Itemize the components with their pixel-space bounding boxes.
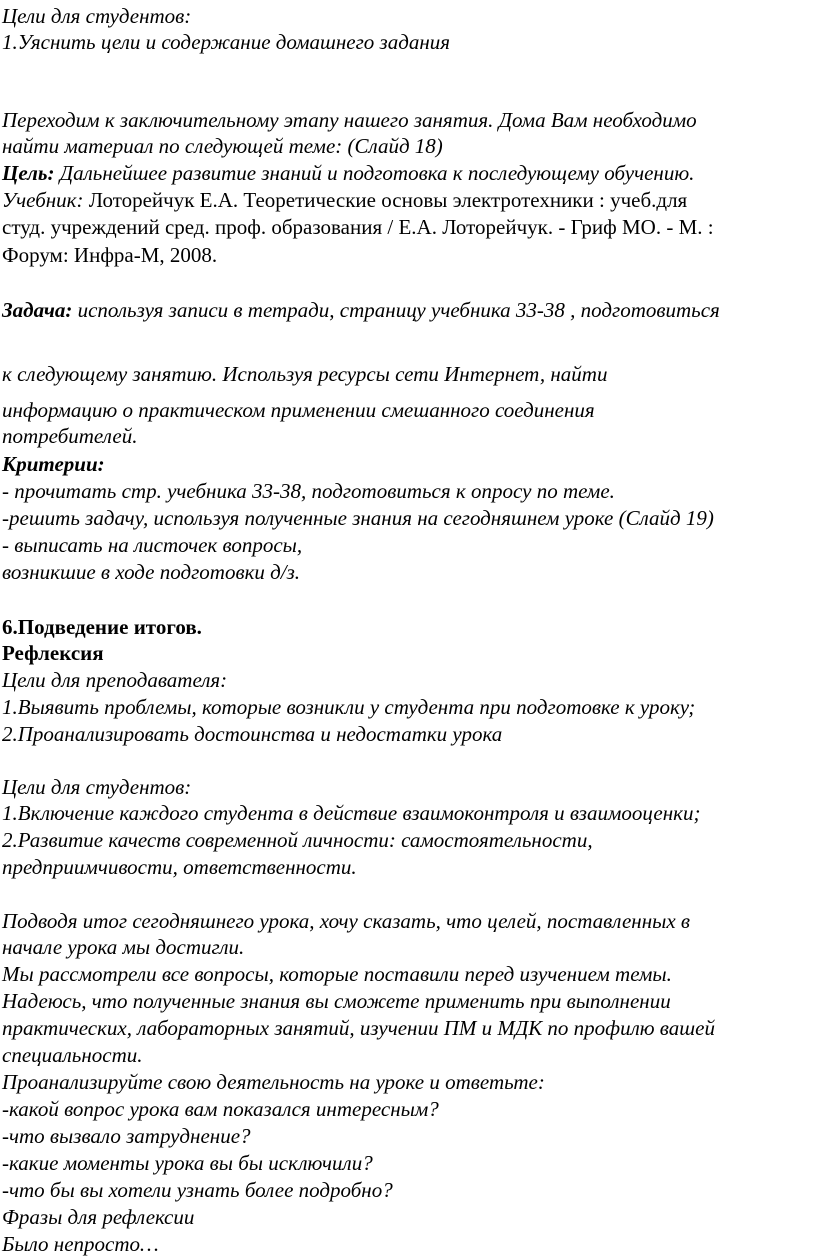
task-line: потребителей.	[2, 424, 138, 448]
goals-teacher-heading: Цели для преподавателя:	[2, 668, 228, 692]
textbook-line: Форум: Инфра-М, 2008.	[2, 243, 218, 267]
goals-students-heading: Цели для студентов:	[2, 775, 192, 799]
goal-paragraph	[2, 161, 694, 185]
summary-line: Было непросто…	[2, 1232, 159, 1256]
goals-teacher-item: 2.Проанализировать достоинства и недостатки урока	[2, 722, 503, 746]
criteria-item: - прочитать стр. учебника 33-38, подготовиться к опросу по теме.	[2, 479, 615, 503]
summary-line: Надеюсь, что полученные знания вы сможете применить при выполнении	[2, 989, 671, 1013]
task-text: используя записи в тетради, страницу учебника 33-38 , подготовиться	[72, 298, 720, 322]
criteria-item: возникшие в ходе подготовки д/з.	[2, 560, 301, 584]
goal-label: Цель:	[2, 161, 55, 185]
criteria-label: Критерии:	[2, 452, 105, 476]
summary-line: -какие моменты урока вы бы исключили?	[2, 1151, 373, 1175]
summary-line: практических, лабораторных занятий, изучении ПМ и МДК по профилю вашей	[2, 1016, 715, 1040]
summary-line: начале урока мы достигли.	[2, 935, 245, 959]
transition-line: найти материал по следующей теме: (Слайд 18)	[2, 134, 443, 158]
task-line: к следующему занятию. Используя ресурсы сети Интернет, найти	[2, 362, 608, 386]
goals-teacher-item: 1.Выявить проблемы, которые возникли у студента при подготовке к уроку;	[2, 695, 696, 719]
criteria-item: -решить задачу, используя полученные знания на сегодняшнем уроке (Слайд 19)	[2, 506, 714, 530]
textbook-label: Учебник:	[2, 188, 84, 212]
goal-text: Дальнейшее развитие знаний и подготовка к последующему обучению.	[54, 161, 695, 185]
criteria-item: - выписать на листочек вопросы,	[2, 533, 303, 557]
summary-line: Мы рассмотрели все вопросы, которые поставили перед изучением темы.	[2, 962, 672, 986]
summary-line: -что вызвало затруднение?	[2, 1124, 251, 1148]
task-line: информацию о практическом применении смешанного соединения	[2, 398, 595, 422]
task-paragraph	[2, 298, 720, 322]
goals-students-heading: Цели для студентов:	[2, 4, 192, 28]
summary-line: специальности.	[2, 1043, 143, 1067]
goals-students-item: 2.Развитие качеств современной личности: самостоятельности,	[2, 828, 593, 852]
summary-line: -какой вопрос урока вам показался интересным?	[2, 1097, 439, 1121]
summary-line: -что бы вы хотели узнать более подробно?	[2, 1178, 393, 1202]
summary-line: Проанализируйте свою деятельность на уроке и ответьте:	[2, 1070, 545, 1094]
goals-students-item: предприимчивости, ответственности.	[2, 855, 357, 879]
section-title: 6.Подведение итогов.	[2, 615, 202, 639]
goals-students-item: 1.Включение каждого студента в действие взаимоконтроля и взаимооценки;	[2, 801, 701, 825]
section-subtitle: Рефлексия	[2, 641, 104, 665]
goals-students-item: 1.Уяснить цели и содержание домашнего задания	[2, 30, 451, 54]
summary-line: Подводя итог сегодняшнего урока, хочу сказать, что целей, поставленных в	[2, 909, 691, 933]
summary-line: Фразы для рефлексии	[2, 1205, 195, 1229]
textbook-paragraph	[2, 188, 687, 212]
task-label: Задача:	[2, 298, 73, 322]
transition-line: Переходим к заключительному этапу нашего занятия. Дома Вам необходимо	[2, 108, 697, 132]
textbook-text: Лоторейчук Е.А. Теоретические основы электротехники : учеб.для	[83, 188, 688, 212]
textbook-line: студ. учреждений сред. проф. образования / Е.А. Лоторейчук. - Гриф МО. - М. :	[2, 215, 714, 239]
